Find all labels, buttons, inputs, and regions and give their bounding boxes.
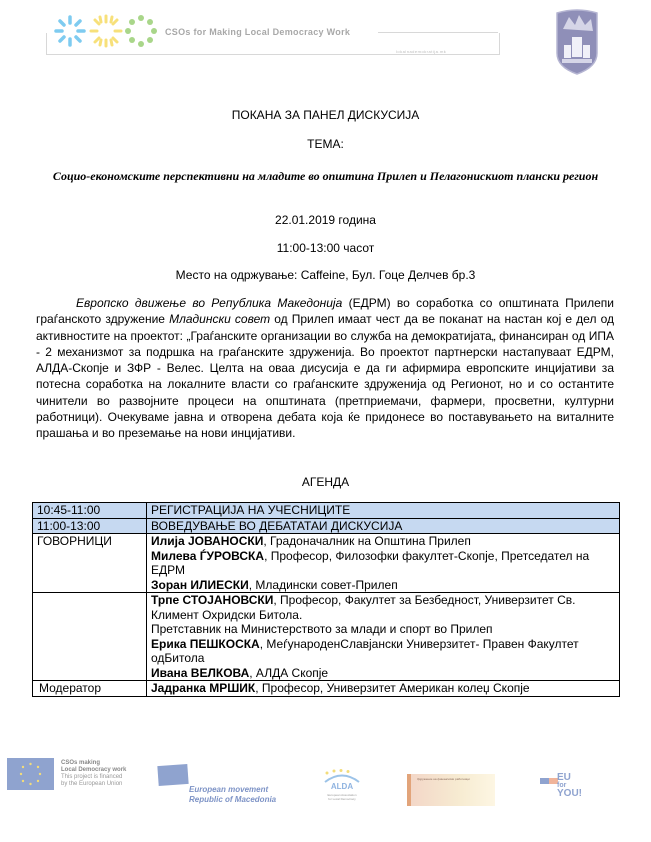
- speaker-role: , Градоначалник на Општина Прилеп: [263, 534, 471, 548]
- alda-logo-line: European Association: [327, 793, 357, 797]
- blue-burst-icon: [53, 14, 87, 48]
- moderator-label: Модератор: [33, 681, 147, 697]
- speaker-name: Зоран ИЛИЕСКИ: [151, 577, 249, 592]
- body-part-2: од Прилеп имаат чест да ве поканат на настан кој е дел од активностите на проектот: „Граѓанските организации во служба на демократијата„ финансиран од ИПА - 2 механизмот за подршка на граѓанските здруженија. Во проектот партнерски настапуваат ЕДРМ, АЛДА-Скопје и ЗФР - Велес. Целта на оваа дисусија е да ги афирмира европските инцијативи за потесна соработка на локалните власти со граѓанските здруженија од Регионот, но и со остантите чинители во развојните процеси на општината (претприемачи, фармери, просветни, културни работници). Очекуваме јавна и отворена дебата која ќе придонесе во поставувањето на виталните прашања и во преземање на нови инцијативи.: [36, 312, 614, 441]
- speaker: [151, 637, 615, 666]
- document-title: ПОКАНА ЗА ПАНЕЛ ДИСКУСИЈА: [231, 108, 420, 122]
- body-part-1: (ЕДРМ) во соработка со општината Прилепи граѓанското здружение: [36, 296, 614, 327]
- em-flag-icon: [157, 764, 188, 786]
- event-venue: Место на одржување: Caffeine, Бул. Гоце Делчев бр.3: [175, 268, 476, 282]
- speaker-name: Ерика ПЕШКОСКА: [151, 636, 260, 651]
- alda-logo-name: ALDA: [330, 782, 354, 791]
- speakers-list-2: [147, 593, 620, 681]
- speaker-name: Милева ЃУРОВСКА: [151, 548, 265, 563]
- prilep-crest-icon: [553, 7, 601, 75]
- speakers-list-1: [147, 534, 620, 593]
- agenda-item: РЕГИСТРАЦИЈА НА УЧЕСНИЦИТЕ: [147, 503, 620, 519]
- green-dots-icon: [124, 14, 158, 48]
- theme-text: Социо-економските перспективни на младите во општина Прилеп и Пелагонискиот плански регион: [52, 169, 599, 183]
- speaker-name: Илија ЈОВАНОСКИ: [151, 534, 264, 548]
- agenda-time: 10:45-11:00: [33, 503, 147, 519]
- cso-logo-line: [378, 32, 498, 33]
- speaker: [151, 666, 615, 681]
- em-logo-line: Republic of Macedonia: [189, 795, 277, 804]
- council-name: Младински совет: [169, 312, 271, 327]
- speaker-name: Трпе СТОЈАНОВСКИ: [151, 593, 274, 607]
- alda-arc-icon: [322, 769, 362, 783]
- speaker: [151, 622, 615, 637]
- speaker: [151, 578, 615, 593]
- eu4you-line: EU: [557, 772, 571, 783]
- moderator-role: , Професор, Универзитет Американ колеџ Скопје: [255, 681, 530, 695]
- speaker-role: , АЛДА Скопје: [249, 665, 329, 680]
- eu-logo-line: CSOs making: [61, 760, 101, 766]
- eu4you-line: YOU!: [557, 788, 582, 799]
- zfr-logo-label: Здружение на финансиски работници: [417, 777, 470, 781]
- table-row: [33, 681, 620, 697]
- speaker-role: Претставник на Министерството за млади и спорт во Прилеп: [151, 622, 493, 636]
- moderator: [147, 681, 620, 697]
- agenda-title: АГЕНДА: [301, 475, 350, 489]
- eu-logo-text: [61, 760, 126, 788]
- speaker-role: , МеѓународенСлавјански Универзитет- Правен Факултет одБитола: [151, 636, 579, 665]
- speaker: [151, 593, 615, 622]
- eu-flag-icon: [7, 758, 54, 790]
- event-date: 22.01.2019 година: [275, 213, 376, 227]
- speaker-role: , Младински совет-Прилеп: [248, 577, 398, 592]
- agenda-time: 11:00-13:00: [33, 518, 147, 534]
- em-logo-text: [189, 785, 276, 805]
- partner-logos: [0, 745, 651, 815]
- eu4you-line: for: [557, 782, 567, 789]
- cso-logo-site: lokalnademokratija.mk: [392, 49, 450, 54]
- invitation-body: [36, 295, 614, 442]
- table-row: [33, 534, 620, 593]
- table-row: [33, 503, 620, 519]
- agenda-item: ВОВЕДУВАЊЕ ВО ДЕБАТАТАИ ДИСКУСИЈА: [147, 518, 620, 534]
- agenda-table: [32, 502, 620, 697]
- eu-logo-line: by the European Union: [61, 781, 123, 787]
- org-name: Европско движење во Република Македонија: [76, 296, 343, 310]
- yellow-burst-icon: [89, 14, 123, 48]
- eu4you-eu-flag-icon: [540, 778, 549, 784]
- moderator-name: Јадранка МРШИК: [151, 681, 256, 695]
- eu-logo-line: This project is financed: [61, 774, 123, 780]
- page-header: [0, 0, 651, 95]
- zfr-logo: [407, 774, 495, 806]
- theme-label: ТЕМА:: [307, 137, 344, 151]
- empty-cell: [33, 593, 147, 681]
- cso-logo-title: CSOs for Making Local Democracy Work: [165, 27, 354, 37]
- em-logo-line: European movement: [189, 785, 269, 794]
- alda-logo-line: for Local Democracy: [328, 797, 356, 801]
- event-time: 11:00-13:00 часот: [276, 241, 375, 255]
- speaker-role: , Професор, Филозофки факултет-Скопје, Претседател на ЕДРМ: [151, 548, 590, 577]
- speakers-label: ГОВОРНИЦИ: [33, 534, 147, 593]
- speaker: [151, 534, 615, 549]
- eu4you-logo-text: [557, 774, 582, 798]
- table-row: [33, 518, 620, 534]
- speaker-name: Ивана ВЕЛКОВА: [151, 665, 250, 680]
- table-row: [33, 593, 620, 681]
- speaker-role: , Професор, Факултет за Безбедност, Универзитет Св. Климент Охридски Битола.: [151, 593, 576, 622]
- alda-logo-text: [318, 793, 366, 801]
- eu-logo-line: Local Democracy work: [61, 767, 127, 773]
- speaker: [151, 549, 615, 578]
